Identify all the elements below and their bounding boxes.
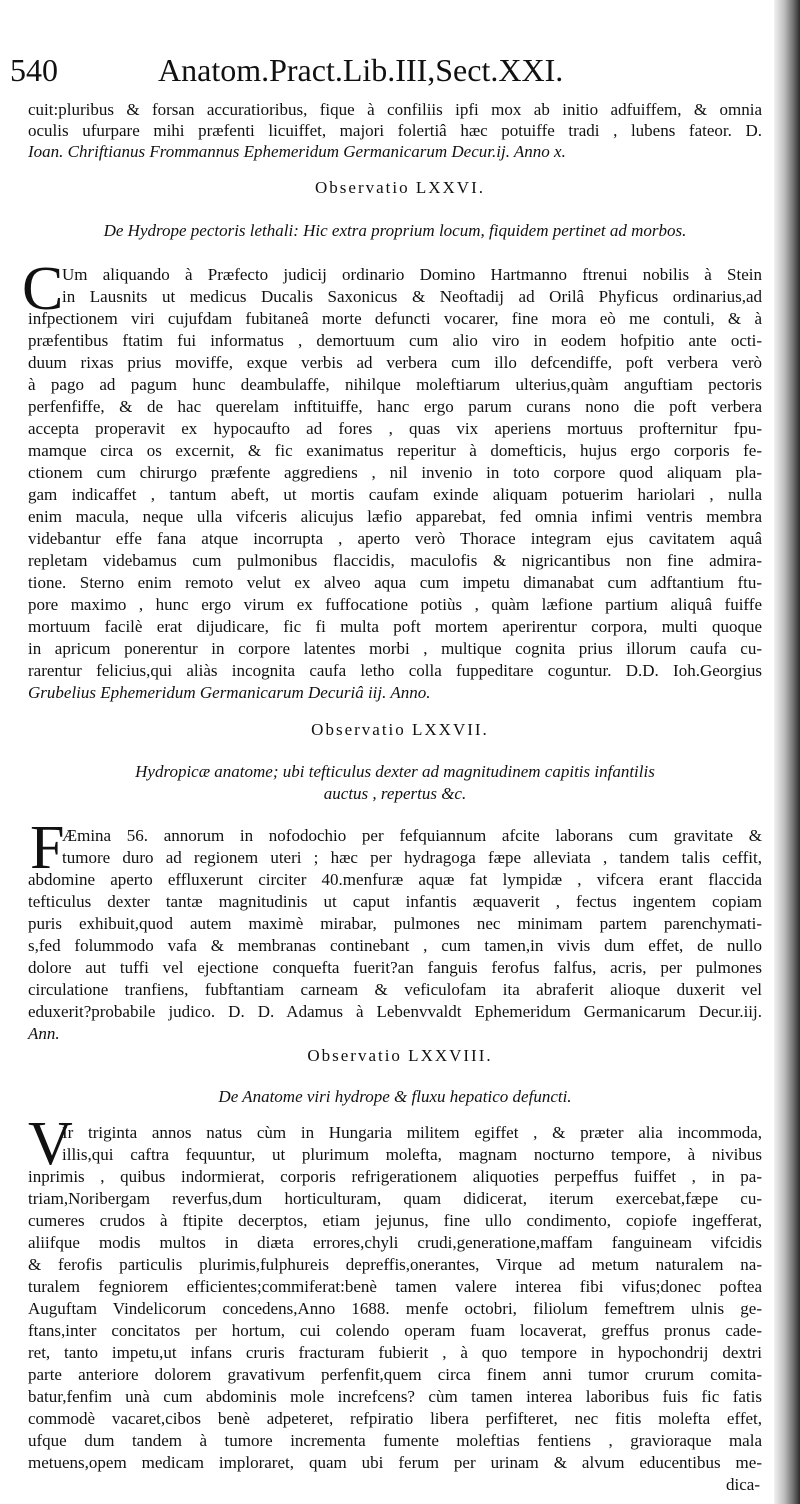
text-line: parte anteriore dolorem gravativum perfenfit,quem circa finem anni tumor crurum comita- [28, 1365, 762, 1384]
observation-subtitle: De Anatome viri hydrope & fluxu hepatico defuncti. [218, 1087, 572, 1106]
text-line: turalem fegniorem efficientes;commiferat:benè tamen valere interea fibi vifus;donec poftea [28, 1277, 762, 1296]
text-line: tumore duro ad regionem uteri ; hæc per hydragoga fæpe alleviata , tandem talis ceffit, [62, 848, 762, 867]
catchword: dica- [726, 1475, 760, 1494]
text-line: batur,fenfim unà cum abdominis mole increfcens? cùm tamen interea laboribus fuis fic fatis [28, 1387, 762, 1406]
observation-heading: Observatio LXXVII. [311, 720, 489, 739]
text-line: gam indicaffet , tantum abeft, ut mortis caufam exinde aliquam potuerim hariolari , nulla [28, 485, 762, 504]
intro-line: cuit:pluribus & forsan accuratioribus, fique à confiliis ipfi mox ab initio adfuiffem, & omnia [28, 100, 762, 119]
text-line: dolore aut tuffi vel ejectione conquefta fuerit?an fanguis ferofus falfus, acris, per pulmones [28, 958, 762, 977]
text-line: à pago ad pagum hunc deambulaffe, nihilque moleftiarum ulterius,quàm anguftiam pectoris [28, 375, 762, 394]
text-line: ctionem cum chirurgo præfente aggrediens , nil invenio in toto corpore quod aliquam pla- [28, 463, 762, 482]
text-line: ufque dum tandem à tumore incrementa fumente moleftias fentiens , gravioraque mala [28, 1431, 762, 1450]
text-line: & ferofis particulis plurimis,fulphureis depreffis,onerantes, Virque ad metum naturalem na- [28, 1255, 762, 1274]
text-line: præfentibus ftatim fui informatus , demortuum cum alio viro in eodem hofpitio ante octi- [28, 331, 762, 350]
drop-cap: F [30, 814, 65, 882]
observation-subtitle: De Hydrope pectoris lethali: Hic extra proprium locum, fiquidem pertinet ad morbos. [103, 221, 687, 240]
observation-heading: Observatio LXXVIII. [307, 1046, 493, 1065]
intro-line: Ioan. Chriftianus Frommannus Ephemeridum Germanicarum Decur.ij. Anno x. [28, 142, 566, 161]
text-line: accepta properavit ex hypocaufto ad fores , quas vix aperiens mortuus profternitur fpu- [28, 419, 762, 438]
text-line: circulatione tranfiens, fubftantiam carneam & veficulofam ita abraferit alioque duxerit vel [28, 980, 762, 999]
text-line: illis,qui caftra fequuntur, ut plurimum molefta, magnam nocturno tempore, à nivibus [62, 1145, 762, 1164]
text-line: videbantur effe fana atque incorrupta , aperto verò Thorace integram ejus cavitatem aquâ [28, 529, 762, 548]
text-line: commodè vacaret,cibos benè adpeteret, refpiratio libera perfifteret, nec fitis molefta effet, [28, 1409, 762, 1428]
text-line: ret, tanto impetu,ut infans cruris fracturam fubierit , à quo tempore in hypochondrij dextri [28, 1343, 762, 1362]
observation-subtitle: auctus , repertus &c. [323, 784, 467, 803]
text-line: abdomine aperto effluxerunt circiter 40.menfuræ aquæ fat lympidæ , vifcera erant flaccida [28, 870, 762, 889]
drop-cap: C [22, 255, 64, 323]
text-line: eduxerit?probabile judico. D. D. Adamus à Lebenvvaldt Ephemeridum Germanicarum Decur.iij. [28, 1002, 762, 1021]
text-line: Ann. [28, 1024, 60, 1043]
running-title: Anatom.Pract.Lib.III,Sect.XXI. [158, 52, 564, 88]
text-line: rarentur felicius,qui aliàs incognita caufa letho colla fuppeditare coguntur. D.D. Ioh.Georgius [28, 661, 762, 680]
text-line: Æmina 56. annorum in nofodochio per fefquiannum afcite laborans cum gravitate & [62, 826, 762, 845]
text-line: perfenfiffe, & de hac querelam inftituiffe, hanc ergo parum curans nono die poft verbera [28, 397, 762, 416]
text-line: puris exhibuit,quod autem maximè mirabar, pulmones nec minimam partem parenchymati- [28, 914, 762, 933]
page-edge-shadow [774, 0, 800, 1504]
text-line: aliifque modis multos in diæta errores,chyli crudi,generatione,maffam fanguineam vifcidis [28, 1233, 762, 1252]
observation-heading: Observatio LXXVI. [315, 178, 485, 197]
text-line: Grubelius Ephemeridum Germanicarum Decuriâ iij. Anno. [28, 683, 431, 702]
text-line: s,fed folummodo vafa & membranas continebant , cum tamen,in vivis dum effet, de nullo [28, 936, 762, 955]
text-line: mamque circa os excernit, & fic exanimatus reperitur à domefticis, hujus ergo corporis fe- [28, 441, 762, 460]
text-line: triam,Noribergam reverfus,dum horticulturam, quam didicerat, iterum exercebat,fæpe cu- [28, 1189, 762, 1208]
text-line: Auguftam Vindelicorum concedens,Anno 1688. menfe octobri, filiolum femeftrem ulnis ge- [28, 1299, 762, 1318]
observation-subtitle: Hydropicæ anatome; ubi tefticulus dexter ad magnitudinem capitis infantilis [135, 762, 655, 781]
text-line: inprimis , quibus indormierat, corporis refrigerationem aliquoties perpeffus fuiffet , in pa- [28, 1167, 762, 1186]
text-line: tefticulus dexter tantæ magnitudinis ut caput infantis æquaverit , fectus ingentem copiam [28, 892, 762, 911]
text-line: cumeres crudos à ftipite decerptos, etiam jejunus, fine ullo condimento, copiofe ingefferat, [28, 1211, 762, 1230]
text-line: repletam videbamus cum pulmonibus flaccidis, maculofis & nigricantibus non fine admira- [28, 551, 762, 570]
text-line: in Lausnits ut medicus Ducalis Saxonicus & Neoftadij ad Orilâ Phyficus ordinarius,ad [62, 287, 762, 306]
text-line: infpectionem viri cujufdam fubitaneâ morte defuncti vocarer, fine mora eò me contuli, & à [28, 309, 762, 328]
text-line: mortuum facilè erat dijudicare, fic fi multa poft mortem aperirentur corpora, multi quoque [28, 617, 762, 636]
drop-cap: V [28, 1110, 73, 1178]
text-line: in apricum ponerentur in corpore latentes morbi , multique cognita prius illorum caufa cu- [28, 639, 762, 658]
page-number: 540 [10, 52, 58, 88]
text-line: pore maximo , hunc ergo virum ex fuffocatione potiùs , quàm læfione partium aliquâ fuiffe [28, 595, 762, 614]
text-line: tione. Sterno enim remoto velut ex alveo aqua cum impetu dimanabat cum adftantium ftu- [28, 573, 762, 592]
text-line: duum rixas prius moviffe, exque verbis ad verbera cum illo defcendiffe, poft verbera verò [28, 353, 762, 372]
text-line: enim macula, neque ulla vifceris alicujus læfio apparebat, fed omnia infimi ventris membra [28, 507, 762, 526]
text-line: Um aliquando à Præfecto judicij ordinario Domino Hartmanno ftrenui nobilis à Stein [62, 265, 762, 284]
text-line: metuens,opem medicam imploraret, quam ubi ferum per urinam & alvum educentibus me- [28, 1453, 762, 1472]
text-line: Ir triginta annos natus cùm in Hungaria militem egiffet , & præter alia incommoda, [62, 1123, 762, 1142]
intro-line: oculis ufurpare mihi præfenti licuiffet, majori folertiâ hæc potuiffe tradi , lubens fateor. D. [28, 121, 762, 140]
text-line: ftans,inter concitatos per hortum, cui colendo operam fuam locaverat, greffus pronus cade- [28, 1321, 762, 1340]
